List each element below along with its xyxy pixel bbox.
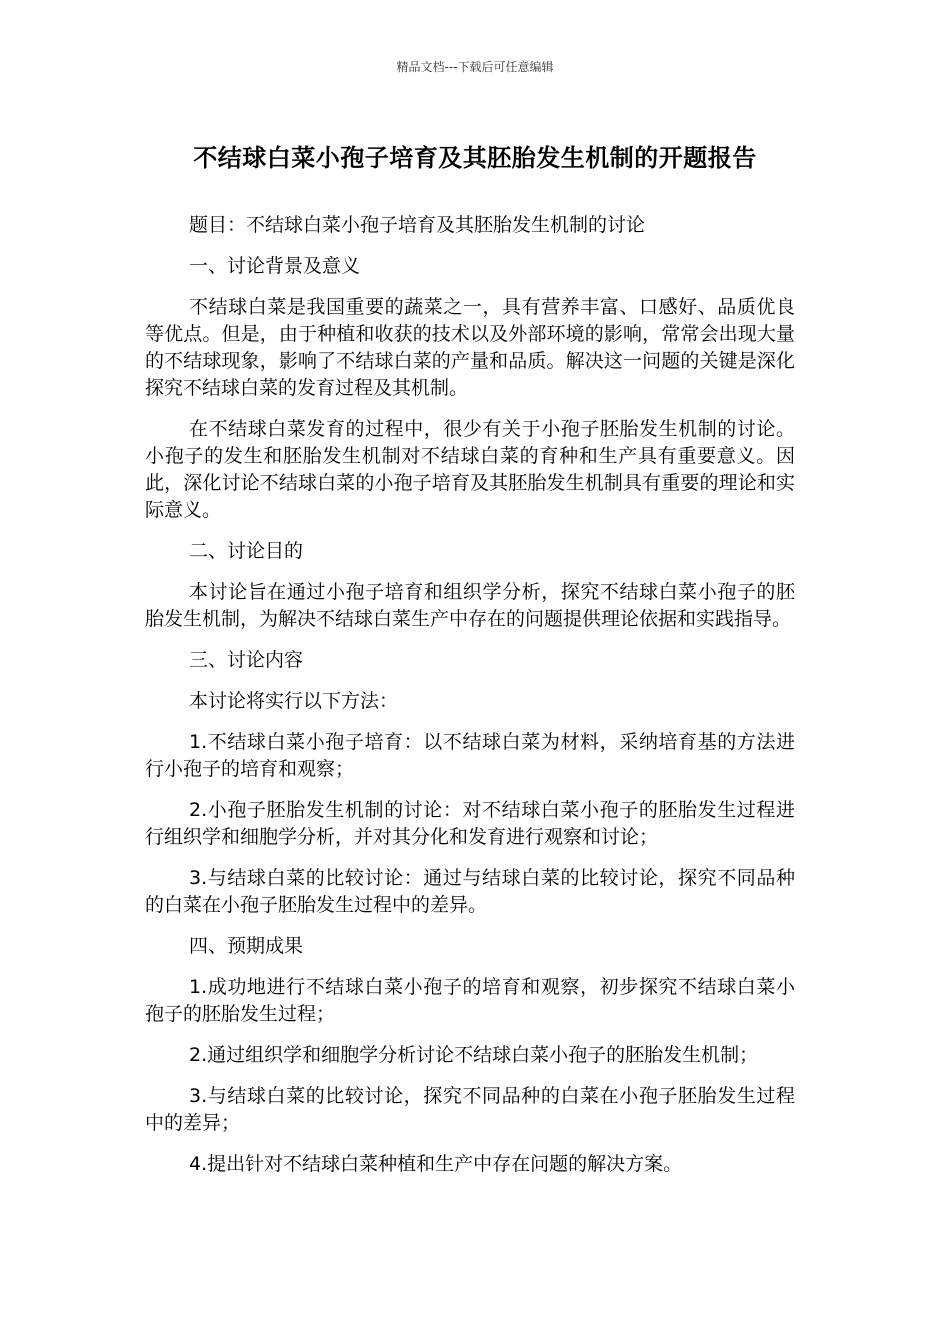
result-item-1: 1.成功地进行不结球白菜小孢子的培育和观察，初步探究不结球白菜小孢子的胚胎发生过程； bbox=[145, 976, 795, 1025]
result-item-2: 2.通过组织学和细胞学分析讨论不结球白菜小孢子的胚胎发生机制； bbox=[189, 1044, 759, 1066]
page-header: 精品文档---下载后可任意编辑 bbox=[396, 60, 554, 74]
content-item-1: 1.不结球白菜小孢子培育：以不结球白菜为材料，采纳培育基的方法进行小孢子的培育和观察； bbox=[145, 731, 795, 780]
topic-line: 题目：不结球白菜小孢子培育及其胚胎发生机制的讨论 bbox=[189, 214, 646, 236]
background-paragraph-1: 不结球白菜是我国重要的蔬菜之一，具有营养丰富、口感好、品质优良等优点。但是，由于种植和收获的技术以及外部环境的影响，常常会出现大量的不结球现象，影响了不结球白菜的产量和品质。解决这一问题的关键是深化探究不结球白菜的发育过程及其机制。 bbox=[145, 296, 795, 399]
section-heading-purpose: 二、讨论目的 bbox=[189, 540, 304, 562]
purpose-paragraph: 本讨论旨在通过小孢子培育和组织学分析，探究不结球白菜小孢子的胚胎发生机制，为解决不结球白菜生产中存在的问题提供理论依据和实践指导。 bbox=[145, 581, 795, 630]
document-title: 不结球白菜小孢子培育及其胚胎发生机制的开题报告 bbox=[193, 144, 757, 172]
document-body bbox=[145, 212, 795, 1192]
result-item-4: 4.提出针对不结球白菜种植和生产中存在问题的解决方案。 bbox=[189, 1153, 683, 1175]
background-paragraph-2: 在不结球白菜发育的过程中，很少有关于小孢子胚胎发生机制的讨论。小孢子的发生和胚胎发生机制对不结球白菜的育种和生产具有重要意义。因此，深化讨论不结球白菜的小孢子培育及其胚胎发生机制具有重要的理论和实际意义。 bbox=[145, 418, 795, 521]
content-item-2: 2.小孢子胚胎发生机制的讨论：对不结球白菜小孢子的胚胎发生过程进行组织学和细胞学分析，并对其分化和发育进行观察和讨论； bbox=[145, 799, 795, 848]
section-heading-content: 三、讨论内容 bbox=[189, 649, 304, 671]
content-item-3: 3.与结球白菜的比较讨论：通过与结球白菜的比较讨论，探究不同品种的白菜在小孢子胚胎发生过程中的差异。 bbox=[145, 867, 795, 916]
section-heading-results: 四、预期成果 bbox=[189, 935, 304, 957]
section-heading-background: 一、讨论背景及意义 bbox=[189, 255, 361, 277]
content-intro: 本讨论将实行以下方法： bbox=[189, 690, 399, 712]
result-item-3: 3.与结球白菜的比较讨论，探究不同品种的白菜在小孢子胚胎发生过程中的差异； bbox=[145, 1085, 795, 1134]
